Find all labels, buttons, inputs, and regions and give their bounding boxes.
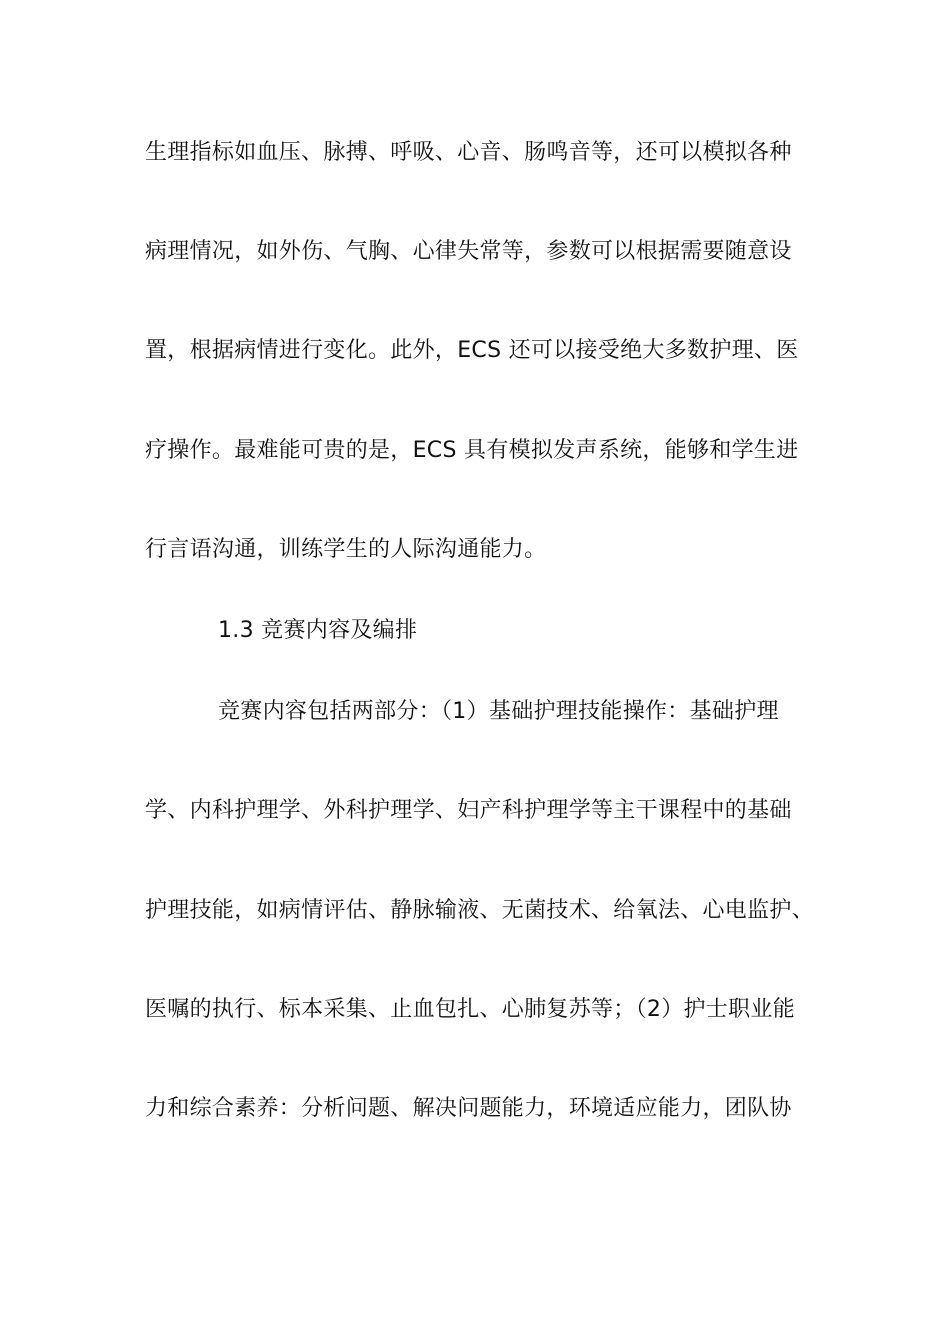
body-text-line: 医嘱的执行、标本采集、止血包扎、心肺复苏等；（2）护士职业能	[145, 997, 795, 1022]
body-text-line: 力和综合素养：分析问题、解决问题能力，环境适应能力，团队协	[145, 1096, 792, 1121]
body-text-line: 行言语沟通，训练学生的人际沟通能力。	[145, 537, 547, 562]
body-text-line: 疗操作。最难能可贵的是，ECS 具有模拟发声系统，能够和学生进	[145, 438, 799, 463]
body-text-line: 生理指标如血压、脉搏、呼吸、心音、肠鸣音等，还可以模拟各种	[145, 140, 792, 165]
section-heading: 1.3 竞赛内容及编排	[218, 618, 418, 643]
body-text-line: 置，根据病情进行变化。此外，ECS 还可以接受绝大多数护理、医	[145, 338, 799, 363]
body-text-line: 学、内科护理学、外科护理学、妇产科护理学等主干课程中的基础	[145, 798, 792, 823]
body-text-line: 病理情况，如外伤、气胸、心律失常等，参数可以根据需要随意设	[145, 239, 792, 264]
body-text-line: 护理技能，如病情评估、静脉输液、无菌技术、给氧法、心电监护、	[145, 898, 815, 923]
paragraph-first-line: 竞赛内容包括两部分：（1）基础护理技能操作：基础护理	[218, 699, 779, 724]
